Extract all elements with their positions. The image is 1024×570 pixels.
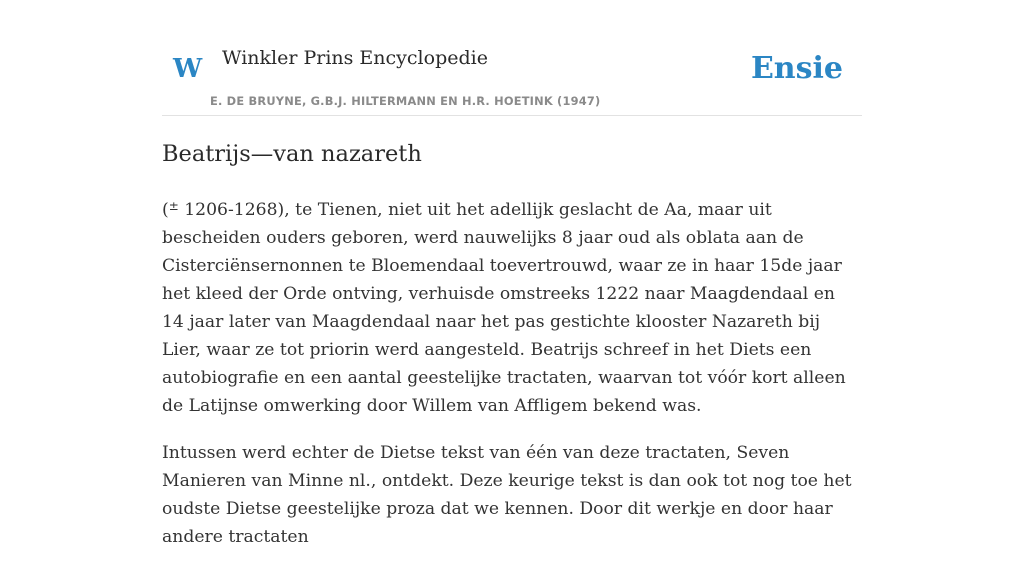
entry-title: Beatrijs—van nazareth [162,141,422,167]
book-title[interactable]: Winkler Prins Encyclopedie [222,47,488,69]
paragraph-1 [162,192,862,420]
page [162,0,862,547]
ensie-logo[interactable]: Ensie [750,51,843,86]
plus-minus-symbol: ± [168,199,179,213]
entry-body [162,192,862,570]
paragraph-1-prefix: ( [162,200,169,220]
winkler-prins-logo[interactable]: W [173,54,203,84]
paragraph-2: Intussen werd echter de Dietse tekst van één van deze tractaten, Seven Manieren van Minne nl., ontdekt. Deze keurige tekst is dan ook tot nog toe het oudste Dietse geestelijke proza dat we kennen. Door dit werkje en door haar andere tractaten [162,443,852,547]
book-authors: E. DE BRUYNE, G.B.J. HILTERMANN EN H.R. HOETINK (1947) [210,94,601,108]
header [162,0,862,116]
paragraph-1-text: 1206-1268), te Tienen, niet uit het adellijk geslacht de Aa, maar uit bescheiden ouders geboren, werd nauwelijks 8 jaar oud als oblata aan de Cisterciënsernonnen te Bloemendaal toevertrouwd, waar ze in haar 15de jaar het kleed der Orde ontving, verhuisde omstreeks 1222 naar Maagdendaal en 14 jaar later van Maagdendaal naar het pas gestichte klooster Nazareth bij Lier, waar ze tot priorin werd aangesteld. Beatrijs schreef in het Diets een autobiografie en een aantal geestelijke tractaten, waarvan tot vóór kort alleen de Latijnse omwerking door Willem van Affligem bekend was. [162,200,846,416]
